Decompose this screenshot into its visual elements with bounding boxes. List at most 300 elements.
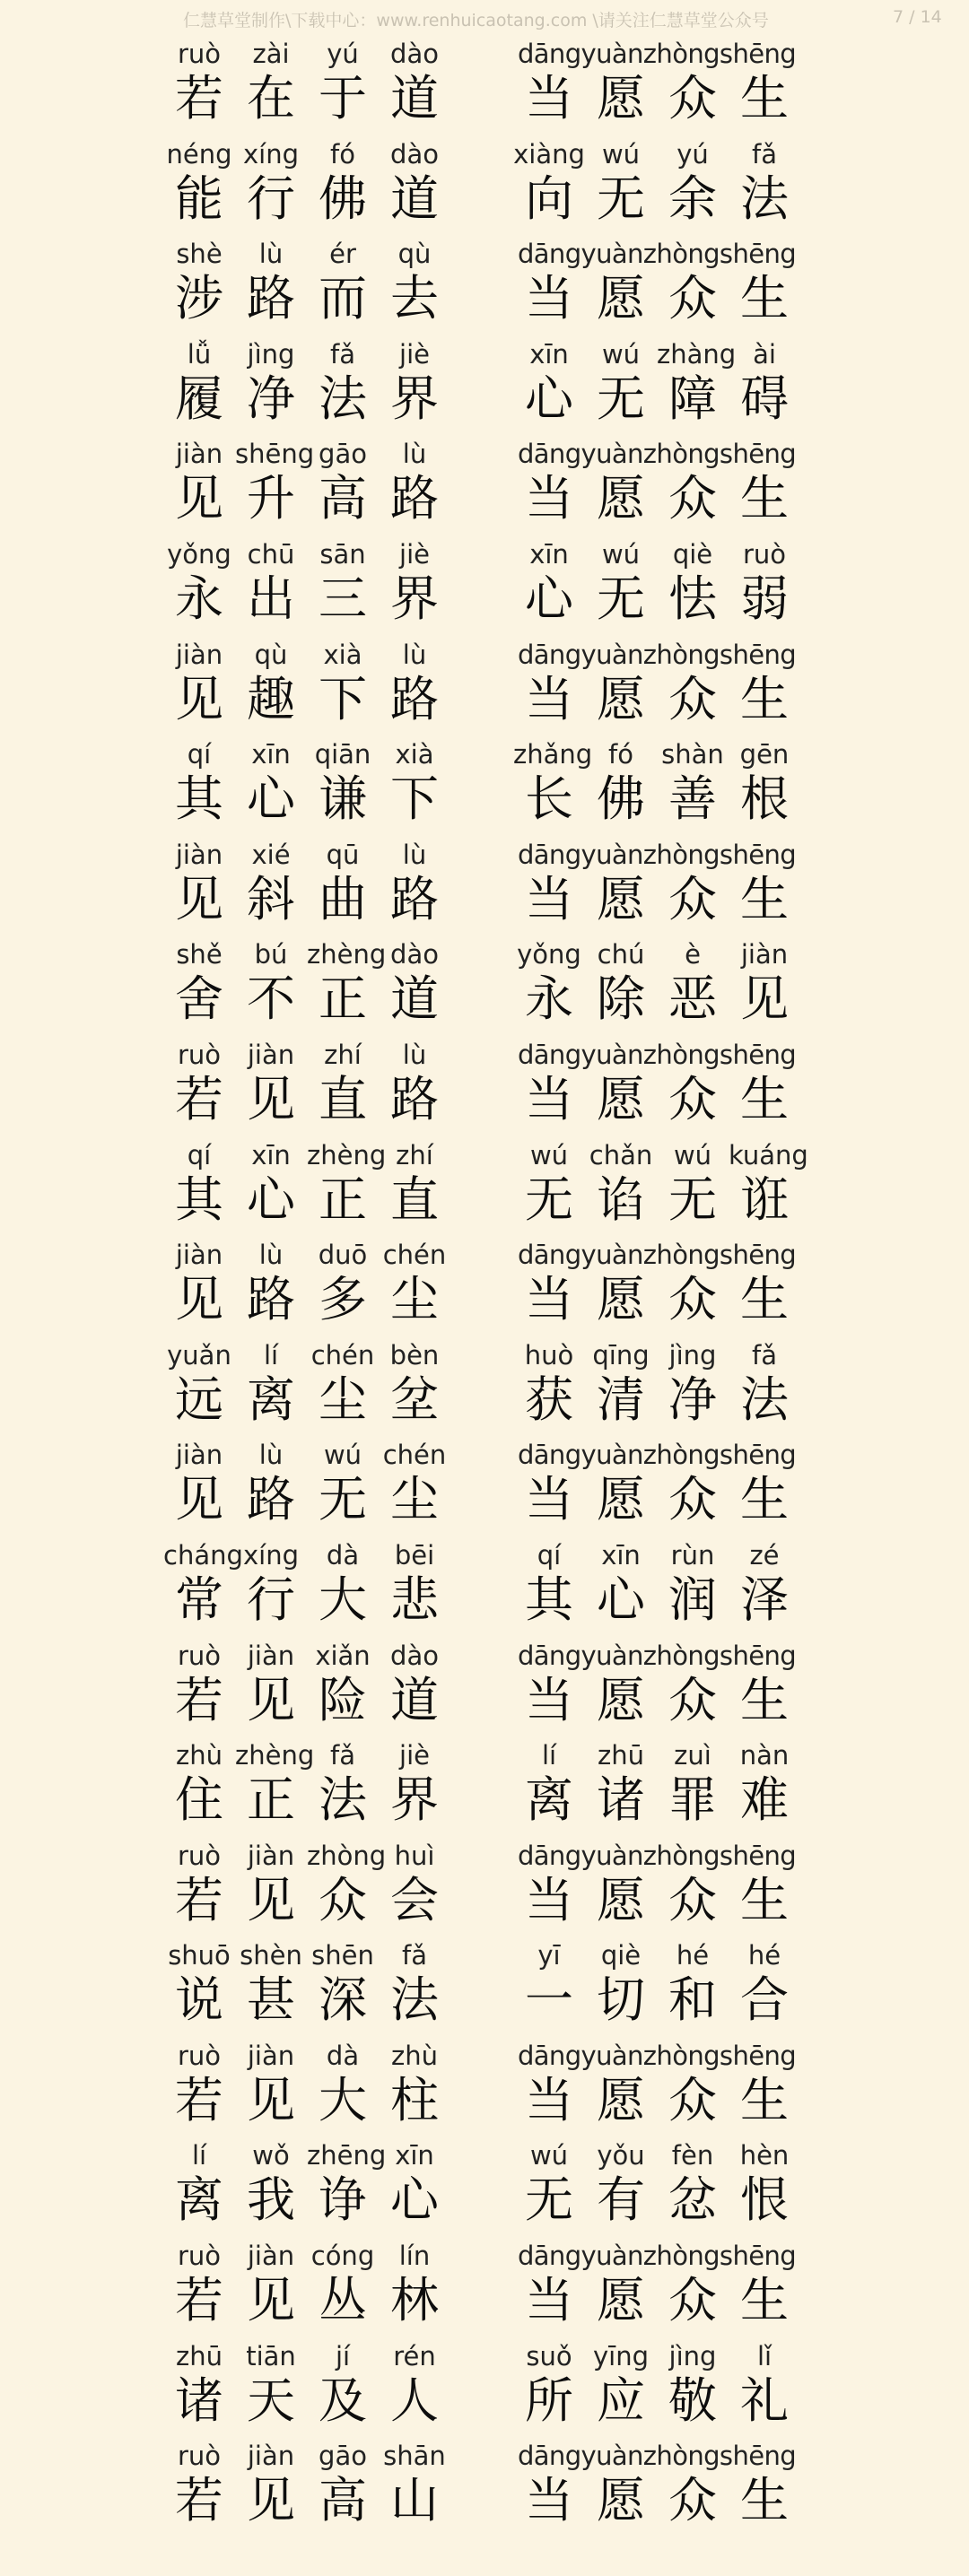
hanzi-character: 高 [319,2472,367,2529]
hanzi-character: 弱 [740,570,789,627]
pinyin-syllable: lǐ [756,2340,773,2371]
pinyin-syllable: xīn [529,338,569,370]
hanzi-row [163,170,450,228]
hanzi-character: 及 [319,2371,367,2429]
pinyin-syllable: dào [390,138,439,170]
pinyin-row [163,1640,450,1672]
verse-line [0,2337,969,2437]
pinyin-syllable: qiè [672,538,713,570]
hanzi-row [513,1371,800,1429]
verse-left-half [163,1736,504,1829]
hanzi-character: 深 [319,1971,367,2029]
hanzi-character: 住 [175,1771,223,1829]
pinyin-syllable: jí [335,2340,351,2371]
verse-right-half [513,1336,854,1429]
hanzi-row [163,1872,450,1929]
verse-right-half [513,1536,854,1629]
pinyin-syllable: xīn [601,1539,641,1571]
hanzi-character: 常 [175,1571,223,1628]
pinyin-syllable: ruò [177,2241,222,2272]
hanzi-character: 获 [525,1371,573,1428]
pinyin-syllable: qū [326,839,360,870]
verse-left-half [163,1836,504,1929]
hanzi-character: 敬 [668,2371,717,2429]
hanzi-character: 众 [668,1070,717,1127]
verse-right-half [513,1235,854,1328]
pinyin-row [163,1439,450,1471]
verse-line [0,1136,969,1236]
hanzi-character: 道 [390,170,439,227]
hanzi-row [163,370,450,428]
hanzi-character: 当 [525,2272,573,2329]
hanzi-character: 若 [175,2071,223,2128]
hanzi-character: 根 [740,770,789,828]
verse-right-half [513,234,854,327]
pinyin-syllable: ruò [177,2040,222,2071]
pinyin-row [163,2240,450,2272]
hanzi-character: 所 [525,2371,573,2429]
hanzi-character: 清 [597,1371,645,1428]
hanzi-character: 众 [668,70,717,126]
hanzi-character: 行 [247,170,295,227]
hanzi-row [513,1872,800,1929]
pinyin-syllable: xīn [251,1139,291,1171]
hanzi-row [163,2372,450,2430]
pinyin-syllable: huò [524,1339,574,1371]
hanzi-character: 心 [247,770,295,828]
pinyin-syllable: huì [394,1840,435,1871]
pinyin-syllable: zhēng [307,2140,387,2171]
hanzi-character: 舍 [175,970,223,1028]
hanzi-character: 升 [247,470,295,527]
pinyin-syllable: gāo [319,2441,367,2472]
verse-line [0,1035,969,1136]
hanzi-character: 无 [668,1171,717,1228]
hanzi-character: 和 [668,1971,717,2029]
pinyin-syllable: ruò [177,1039,222,1070]
pinyin-syllable: xià [323,639,362,670]
pinyin-syllable: jiè [399,338,430,370]
pinyin-syllable: jiàn [175,639,223,670]
verse-right-half [513,2337,854,2430]
pinyin-syllable: duō [318,1240,368,1271]
pinyin-syllable: wú [529,1139,569,1171]
hanzi-character: 障 [668,370,717,427]
verse-right-half [513,1836,854,1929]
verse-left-half [163,2236,504,2329]
pinyin-syllable: zhòng [307,1840,387,1871]
hanzi-character: 人 [390,2371,439,2429]
pinyin-syllable: shēng [235,439,315,470]
pinyin-syllable: ruò [177,1640,222,1671]
pinyin-syllable: jiàn [175,839,223,870]
verse-right-half [513,2436,854,2529]
pinyin-combined: dāngyuànzhòngshēng [517,39,797,69]
verse-line [0,135,969,235]
pinyin-syllable: yú [677,138,709,170]
hanzi-character: 丛 [319,2272,367,2329]
hanzi-character: 众 [668,1271,717,1328]
hanzi-character: 下 [390,770,439,828]
hanzi-character: 直 [319,1070,367,1127]
pinyin-syllable: xīn [251,739,291,770]
pinyin-syllable: zhǎng [513,739,593,770]
hanzi-row [163,270,450,327]
pinyin-syllable: bēi [394,1539,435,1571]
hanzi-character: 众 [668,2272,717,2329]
hanzi-character: 尘 [390,1471,439,1528]
pinyin-row [513,1239,800,1271]
pinyin-syllable: xīn [529,538,569,570]
pinyin-row [513,2240,800,2272]
verse-left-half [163,2136,504,2229]
verse-right-half [513,735,854,828]
pinyin-syllable: wǒ [252,2140,290,2171]
hanzi-character: 若 [175,2272,223,2329]
pinyin-row [513,1640,800,1672]
hanzi-character: 界 [390,370,439,427]
verse-right-half [513,935,854,1028]
verse-left-half [163,2337,504,2430]
pinyin-row [513,38,800,70]
hanzi-character: 当 [525,2472,573,2529]
pinyin-syllable: jiàn [175,439,223,470]
hanzi-character: 众 [668,1471,717,1528]
pinyin-syllable: jìng [668,1339,717,1371]
hanzi-character: 离 [247,1371,295,1428]
hanzi-character: 恶 [668,970,717,1028]
pinyin-syllable: cóng [310,2241,375,2272]
verse-line [0,2136,969,2236]
verse-right-half [513,1936,854,2029]
pinyin-syllable: lù [258,1440,284,1471]
pinyin-syllable: jiàn [247,2040,295,2071]
verse-right-half [513,1736,854,1829]
hanzi-character: 涉 [175,270,223,327]
verse-right-half [513,335,854,428]
hanzi-character: 若 [175,2472,223,2529]
hanzi-character: 当 [525,2071,573,2128]
pinyin-row [163,1840,450,1872]
hanzi-character: 善 [668,770,717,828]
pinyin-syllable: fó [608,739,633,770]
pinyin-row [163,338,450,370]
pinyin-syllable: fǎ [402,1940,427,1971]
hanzi-character: 界 [390,570,439,627]
hanzi-character: 我 [247,2171,295,2229]
hanzi-row [163,871,450,928]
hanzi-character: 会 [390,1871,439,1928]
pinyin-syllable: chǎn [589,1139,653,1171]
hanzi-row [513,1672,800,1729]
pinyin-syllable: lǚ [187,338,212,370]
verse-left-half [163,2036,504,2129]
hanzi-character: 润 [668,1571,717,1628]
pinyin-syllable: jiàn [740,939,789,970]
hanzi-character: 当 [525,1271,573,1328]
hanzi-row [513,570,800,628]
pinyin-syllable: jìng [247,338,295,370]
hanzi-row [163,2072,450,2129]
hanzi-character: 诸 [175,2371,223,2429]
hanzi-character: 有 [597,2171,645,2229]
pinyin-row [513,639,800,671]
hanzi-character: 众 [668,470,717,527]
pinyin-syllable: hé [747,1940,781,1971]
pinyin-row [163,1939,450,1971]
hanzi-character: 若 [175,1871,223,1928]
pinyin-row [513,1840,800,1872]
pinyin-syllable: shè [176,239,223,270]
pinyin-syllable: rén [393,2340,436,2371]
hanzi-character: 见 [175,1271,223,1328]
verse-line [0,434,969,535]
hanzi-row [163,2272,450,2329]
hanzi-row [513,1471,800,1528]
hanzi-character: 路 [390,870,439,927]
pinyin-combined: dāngyuànzhòngshēng [517,1440,797,1471]
hanzi-character: 向 [525,170,573,227]
hanzi-row [163,1271,450,1328]
verse-line [0,1435,969,1536]
hanzi-character: 心 [525,570,573,627]
pinyin-combined: dāngyuànzhòngshēng [517,639,797,670]
hanzi-character: 路 [247,270,295,327]
hanzi-row [513,1571,800,1629]
hanzi-character: 多 [319,1271,367,1328]
hanzi-row [513,770,800,828]
hanzi-character: 当 [525,1871,573,1928]
pinyin-syllable: shuō [168,1940,231,1971]
hanzi-character: 法 [319,1771,367,1829]
pinyin-syllable: chén [382,1240,447,1271]
hanzi-row [513,370,800,428]
verse-left-half [163,1435,504,1528]
hanzi-character: 天 [247,2371,295,2429]
hanzi-character: 林 [390,2272,439,2329]
pinyin-syllable: zhí [324,1039,362,1070]
pinyin-syllable: jiàn [247,2441,295,2472]
hanzi-character: 愿 [597,2071,645,2128]
hanzi-character: 山 [390,2472,439,2529]
pinyin-syllable: qiè [600,1940,642,1971]
pinyin-row [163,738,450,770]
verse-line [0,234,969,335]
hanzi-row [163,970,450,1028]
pinyin-syllable: kuáng [729,1139,808,1171]
hanzi-row [513,470,800,527]
hanzi-character: 下 [319,670,367,727]
pinyin-row [163,1039,450,1071]
hanzi-character: 碍 [740,370,789,427]
pinyin-syllable: zhèng [307,939,387,970]
hanzi-character: 见 [247,2071,295,2128]
pinyin-row [513,839,800,871]
hanzi-character: 愿 [597,670,645,727]
pinyin-syllable: wú [323,1440,362,1471]
hanzi-character: 尘 [319,1371,367,1428]
pinyin-syllable: shèn [240,1940,302,1971]
verse-left-half [163,735,504,828]
pinyin-syllable: lí [191,2140,207,2171]
verse-left-half [163,234,504,327]
hanzi-character: 路 [247,1271,295,1328]
pinyin-row [513,2139,800,2171]
pinyin-syllable: wú [529,2140,569,2171]
pinyin-row [513,1539,800,1571]
pinyin-syllable: yuǎn [167,1339,231,1371]
hanzi-character: 除 [597,970,645,1028]
pinyin-syllable: dào [390,1640,439,1671]
hanzi-row [163,1571,450,1629]
hanzi-character: 若 [175,70,223,126]
hanzi-character: 曲 [319,870,367,927]
pinyin-syllable: dà [326,1539,360,1571]
verse-right-half [513,2036,854,2129]
pinyin-syllable: lù [402,839,427,870]
hanzi-row [513,2171,800,2229]
hanzi-character: 长 [525,770,573,828]
pinyin-syllable: lù [402,639,427,670]
hanzi-row [163,770,450,828]
verse-right-half [513,1136,854,1229]
hanzi-row [513,70,800,127]
hanzi-character: 当 [525,1070,573,1127]
hanzi-character: 谄 [597,1171,645,1228]
pinyin-syllable: hèn [739,2140,790,2171]
pinyin-syllable: yī [537,1940,561,1971]
hanzi-character: 行 [247,1571,295,1628]
hanzi-character: 众 [668,670,717,727]
hanzi-character: 路 [390,670,439,727]
pinyin-syllable: fǎ [752,138,777,170]
pinyin-row [163,938,450,970]
hanzi-character: 应 [597,2371,645,2429]
pinyin-syllable: jiè [399,538,430,570]
hanzi-character: 永 [525,970,573,1028]
hanzi-character: 当 [525,470,573,527]
hanzi-character: 而 [319,270,367,327]
pinyin-combined: dāngyuànzhòngshēng [517,439,797,470]
pinyin-row [163,1139,450,1171]
hanzi-character: 生 [740,670,789,727]
pinyin-syllable: lù [258,1240,284,1271]
hanzi-character: 生 [740,270,789,327]
hanzi-character: 其 [175,1171,223,1228]
hanzi-row [163,470,450,527]
hanzi-character: 出 [247,570,295,627]
pinyin-syllable: lín [398,2241,431,2272]
verse-right-half [513,434,854,527]
hanzi-row [513,671,800,728]
pinyin-syllable: jiàn [247,1840,295,1871]
pinyin-syllable: zhèng [235,1740,315,1771]
hanzi-row [513,1971,800,2029]
hanzi-character: 生 [740,2472,789,2529]
hanzi-character: 说 [175,1971,223,2029]
hanzi-character: 诤 [319,2171,367,2229]
pinyin-row [513,338,800,370]
hanzi-character: 无 [525,1171,573,1228]
hanzi-character: 在 [247,70,295,126]
pinyin-combined: dāngyuànzhòngshēng [517,1039,797,1070]
hanzi-row [163,1171,450,1229]
hanzi-character: 见 [175,1471,223,1528]
pinyin-syllable: cháng [163,1539,243,1571]
hanzi-row [513,1771,800,1829]
hanzi-character: 见 [175,670,223,727]
hanzi-character: 永 [175,570,223,627]
hanzi-character: 合 [740,1971,789,2029]
hanzi-character: 心 [525,370,573,427]
pinyin-syllable: qí [187,1139,212,1171]
pinyin-row [513,438,800,470]
hanzi-character: 众 [668,1871,717,1928]
hanzi-character: 谦 [319,770,367,828]
pinyin-syllable: shě [176,939,223,970]
pinyin-syllable: hé [676,1940,710,1971]
hanzi-character: 诸 [597,1771,645,1829]
verse-left-half [163,1336,504,1429]
hanzi-character: 忿 [668,2171,717,2229]
hanzi-character: 正 [247,1771,295,1829]
hanzi-row [163,2472,450,2529]
pinyin-syllable: zhí [396,1139,433,1171]
verse-line [0,34,969,135]
hanzi-character: 见 [247,1671,295,1728]
pinyin-syllable: zài [252,39,290,69]
pinyin-combined: dāngyuànzhòngshēng [517,839,797,870]
pinyin-syllable: shān [383,2441,446,2472]
verse-line [0,735,969,835]
hanzi-character: 佛 [319,170,367,227]
pinyin-syllable: tiān [246,2340,296,2371]
pinyin-syllable: fǎ [330,1740,355,1771]
verse-line [0,1936,969,2036]
hanzi-row [163,1371,450,1429]
hanzi-character: 无 [597,370,645,427]
pinyin-syllable: zhū [176,2340,223,2371]
pinyin-syllable: ruò [177,39,222,69]
verse-left-half [163,1536,504,1629]
hanzi-character: 正 [319,1171,367,1228]
hanzi-character: 愿 [597,2272,645,2329]
verse-left-half [163,2436,504,2529]
verse-right-half [513,535,854,628]
pinyin-row [513,1039,800,1071]
hanzi-character: 众 [668,870,717,927]
pinyin-syllable: suǒ [526,2340,572,2371]
hanzi-character: 道 [390,1671,439,1728]
hanzi-character: 其 [175,770,223,828]
pinyin-row [163,538,450,570]
hanzi-character: 见 [740,970,789,1028]
hanzi-row [513,871,800,928]
hanzi-character: 礼 [740,2371,789,2429]
hanzi-character: 路 [247,1471,295,1528]
verse-right-half [513,2236,854,2329]
pinyin-syllable: jiè [399,1740,430,1771]
hanzi-character: 净 [668,1371,717,1428]
hanzi-character: 法 [740,1371,789,1428]
hanzi-character: 众 [668,1671,717,1728]
hanzi-character: 难 [740,1771,789,1829]
hanzi-row [513,2272,800,2329]
hanzi-character: 当 [525,670,573,727]
hanzi-character: 其 [525,1571,573,1628]
verse-line [0,2036,969,2137]
pinyin-syllable: jiàn [175,1440,223,1471]
